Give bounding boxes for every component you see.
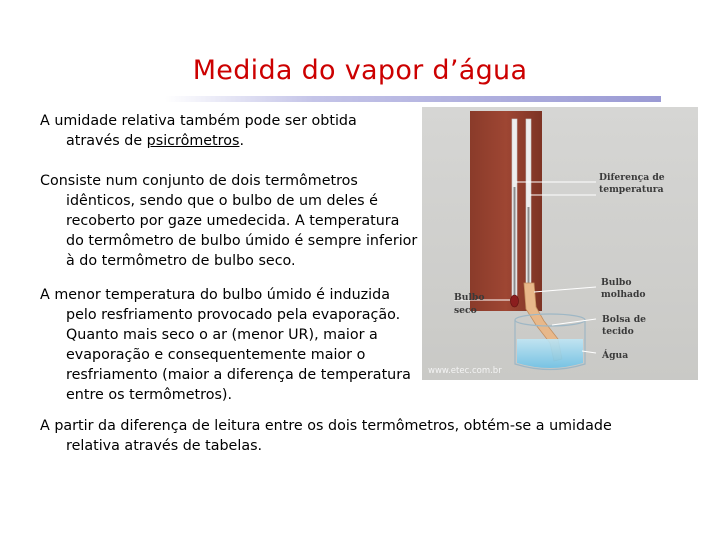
label-diferenca-line1: Diferença de <box>599 172 665 183</box>
title-underline <box>165 96 661 102</box>
paragraph-text: . <box>239 133 244 149</box>
paragraph-termometros <box>40 171 420 271</box>
paragraph-continuation <box>40 131 420 151</box>
label-bulbo-molhado-line2: molhado <box>601 289 646 300</box>
label-diferenca-line2: temperatura <box>599 184 664 195</box>
label-bulbo-seco-line2: seco <box>454 305 477 316</box>
label-bolsa-line1: Bolsa de <box>602 314 646 325</box>
paragraph-tabelas <box>40 416 680 456</box>
slide-title: Medida do vapor d’água <box>192 55 528 86</box>
dry-mercury-column <box>514 187 516 297</box>
psicrometros-link[interactable]: psicrômetros <box>146 133 240 149</box>
wet-mercury-column <box>528 207 530 287</box>
paragraph-continuation: idênticos, sendo que o bulbo de um deles é recoberto por gaze umedecida. A temperatura do termômetro de bulbo úmido é sempre inferior à do termômetro de bulbo seco. <box>66 193 418 269</box>
paragraph-line: A umidade relativa também pode ser obtida <box>40 113 357 129</box>
label-bolsa-line2: tecido <box>602 326 634 337</box>
paragraph-line: A menor temperatura do bulbo úmido é induzida <box>40 287 390 303</box>
paragraph-line: Consiste num conjunto de dois termômetros <box>40 173 358 189</box>
paragraph-line: A partir da diferença de leitura entre os dois termômetros, obtém-se a umidade <box>40 418 612 434</box>
watermark: www.etec.com.br <box>428 366 502 376</box>
label-bulbo-seco-line1: Bulbo <box>454 292 485 303</box>
paragraph-psicrometros <box>40 111 420 151</box>
beaker-water <box>517 339 583 368</box>
label-agua: Água <box>602 350 629 361</box>
paragraph-bulbo-umido <box>40 285 420 405</box>
dry-bulb <box>511 295 519 307</box>
psychrometer-illustration <box>422 107 698 380</box>
paragraph-continuation: pelo resfriamento provocado pela evaporação. Quanto mais seco o ar (menor UR), maior a evaporação e consequentemente maior o resfriamento (maior a diferença de temperatura entre os termômetros). <box>66 307 411 403</box>
paragraph-continuation: relativa através de tabelas. <box>66 438 263 454</box>
label-bulbo-molhado-line1: Bulbo <box>601 277 632 288</box>
paragraph-text: através de <box>66 133 147 149</box>
